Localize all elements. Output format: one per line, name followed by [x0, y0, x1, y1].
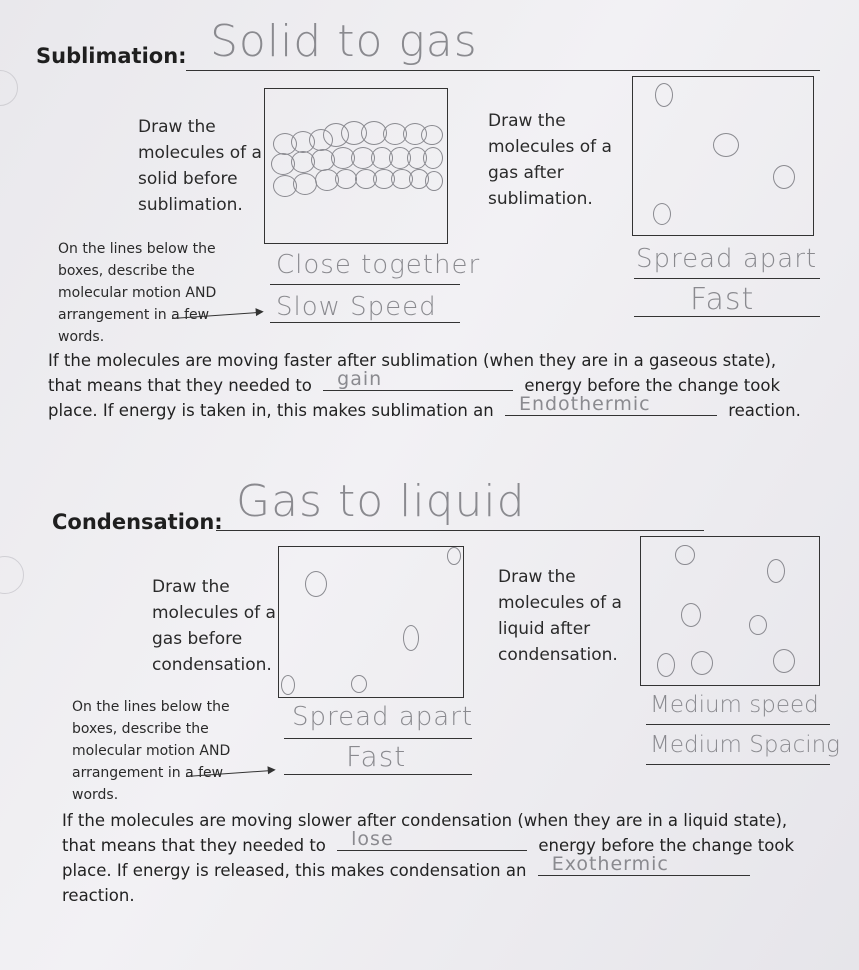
condensation-answer: Gas to liquid — [236, 476, 526, 527]
sublimation-right-answer-1: Spread apart — [636, 244, 818, 274]
sublimation-left-answer-1: Close together — [276, 250, 481, 280]
sublimation-right-line-1 — [634, 278, 820, 279]
condensation-liquid-drawing-box — [640, 536, 820, 686]
condensation-gas-drawing-box — [278, 546, 464, 698]
binder-hole-middle — [0, 556, 24, 594]
condensation-left-line-2 — [284, 774, 472, 775]
sublimation-right-answer-2: Fast — [690, 282, 755, 317]
sublimation-blank-1: gain — [323, 390, 513, 391]
condensation-instruction: On the lines below the boxes, describe the molecular motion AND arrangement in a few words. — [72, 699, 231, 803]
sublimation-left-answer-2: Slow Speed — [276, 292, 437, 322]
condensation-left-answer-1: Spread apart — [292, 702, 474, 732]
sublimation-solid-drawing-box — [264, 88, 448, 244]
condensation-right-line-1 — [646, 724, 830, 725]
sublimation-answer: Solid to gas — [210, 16, 478, 67]
sublimation-left-line-1 — [270, 284, 460, 285]
sublimation-blank-2: Endothermic — [505, 415, 717, 416]
binder-hole-top — [0, 70, 18, 106]
sublimation-gas-drawing-box — [632, 76, 814, 236]
condensation-left-line-1 — [284, 738, 472, 739]
sublimation-paragraph: If the molecules are moving faster after sublimation (when they are in a gaseous state), that means that they needed to gain energy before the change took place. If energy is taken in, this makes sublimation an Endothermic reaction. — [48, 351, 801, 420]
condensation-left-prompt: Draw the molecules of a gas before condensation. — [152, 577, 276, 675]
sublimation-answer-line — [186, 70, 820, 71]
sublimation-left-line-2 — [270, 322, 460, 323]
sublimation-heading: Sublimation: — [36, 44, 187, 68]
sublimation-instruction: On the lines below the boxes, describe the molecular motion AND arrangement in a few words. — [58, 241, 217, 345]
condensation-right-answer-2: Medium Spacing — [650, 732, 840, 758]
condensation-right-line-2 — [646, 764, 830, 765]
condensation-blank-1: lose — [337, 850, 527, 851]
sublimation-right-prompt: Draw the molecules of a gas after sublimation. — [488, 111, 612, 209]
condensation-answer-line — [216, 530, 704, 531]
condensation-paragraph: If the molecules are moving slower after condensation (when they are in a liquid state), that means that they needed to lose energy before the change took place. If energy is released, this makes condensation an Exothermic reaction. — [62, 811, 794, 905]
sublimation-left-prompt: Draw the molecules of a solid before sublimation. — [138, 117, 262, 215]
condensation-left-answer-2: Fast — [346, 740, 407, 773]
condensation-blank-2: Exothermic — [538, 875, 750, 876]
condensation-right-answer-1: Medium speed — [650, 692, 819, 718]
condensation-right-prompt: Draw the molecules of a liquid after condensation. — [498, 567, 622, 665]
condensation-heading: Condensation: — [52, 510, 223, 534]
